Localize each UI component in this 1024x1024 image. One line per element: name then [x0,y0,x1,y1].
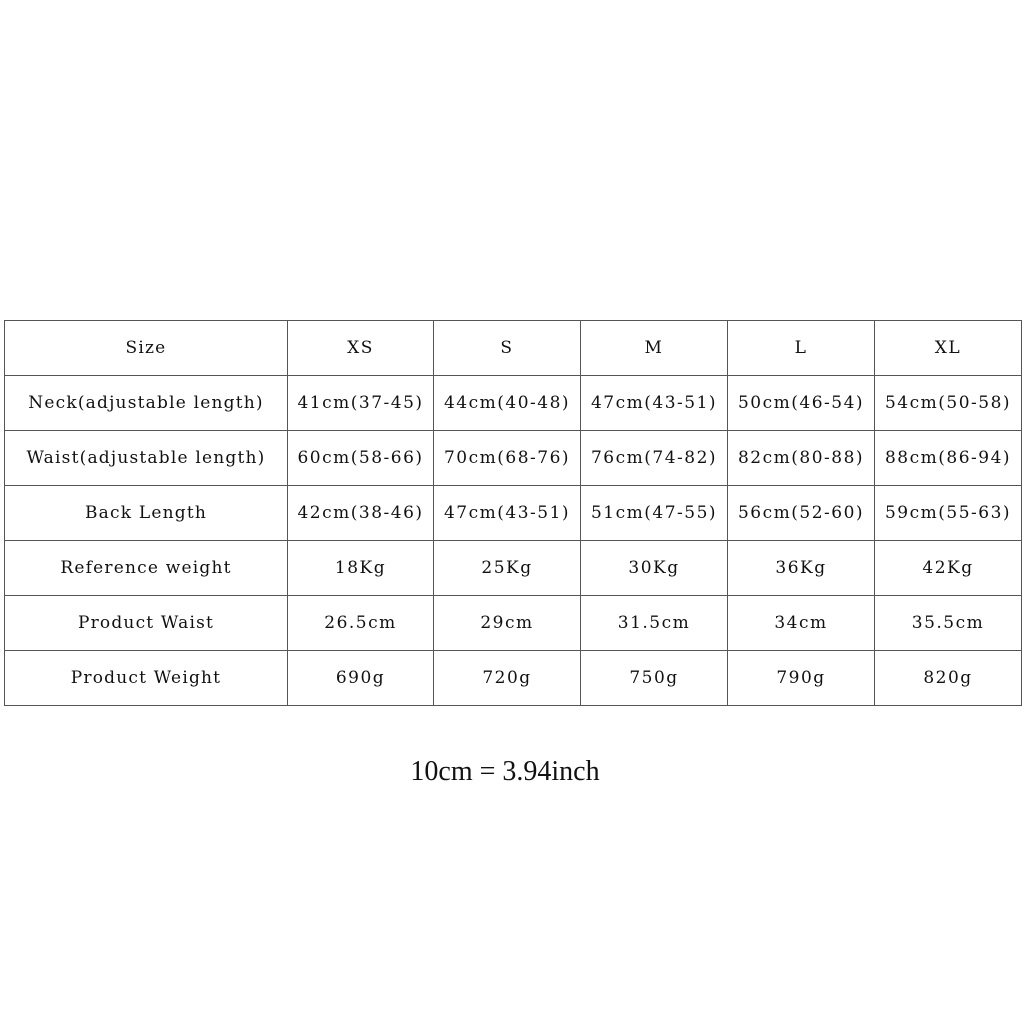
table-cell: 690g [288,651,434,706]
table-cell: 30Kg [581,541,728,596]
table-cell: 47cm(43-51) [434,486,581,541]
table-cell: 25Kg [434,541,581,596]
header-size-m: M [581,321,728,376]
table-row-reference-weight [5,541,1022,596]
table-header-row [5,321,1022,376]
table-cell: 50cm(46-54) [728,376,875,431]
table-cell: 36Kg [728,541,875,596]
table-cell: 35.5cm [875,596,1022,651]
header-size-xl: XL [875,321,1022,376]
table-cell: 750g [581,651,728,706]
table-row-back-length [5,486,1022,541]
table-cell: 26.5cm [288,596,434,651]
table-cell: 44cm(40-48) [434,376,581,431]
table-cell: 790g [728,651,875,706]
row-label-waist: Waist(adjustable length) [5,431,288,486]
table-cell: 88cm(86-94) [875,431,1022,486]
table-cell: 76cm(74-82) [581,431,728,486]
header-size-s: S [434,321,581,376]
table-row-product-waist [5,596,1022,651]
table-cell: 47cm(43-51) [581,376,728,431]
table-row-waist [5,431,1022,486]
size-chart-table [4,320,1022,706]
table-cell: 29cm [434,596,581,651]
table-cell: 59cm(55-63) [875,486,1022,541]
table-cell: 18Kg [288,541,434,596]
table-cell: 54cm(50-58) [875,376,1022,431]
table-cell: 42cm(38-46) [288,486,434,541]
table-row-product-weight [5,651,1022,706]
row-label-product-waist: Product Waist [5,596,288,651]
row-label-neck: Neck(adjustable length) [5,376,288,431]
header-size-l: L [728,321,875,376]
table-cell: 34cm [728,596,875,651]
header-size-xs: XS [288,321,434,376]
table-cell: 82cm(80-88) [728,431,875,486]
table-cell: 60cm(58-66) [288,431,434,486]
header-label-cell: Size [5,321,288,376]
row-label-reference-weight: Reference weight [5,541,288,596]
table-cell: 70cm(68-76) [434,431,581,486]
table-cell: 720g [434,651,581,706]
table-cell: 31.5cm [581,596,728,651]
table-cell: 42Kg [875,541,1022,596]
unit-conversion-note: 10cm = 3.94inch [410,756,600,787]
row-label-back-length: Back Length [5,486,288,541]
table-cell: 56cm(52-60) [728,486,875,541]
table-cell: 820g [875,651,1022,706]
table-row-neck [5,376,1022,431]
table-cell: 51cm(47-55) [581,486,728,541]
row-label-product-weight: Product Weight [5,651,288,706]
table-cell: 41cm(37-45) [288,376,434,431]
